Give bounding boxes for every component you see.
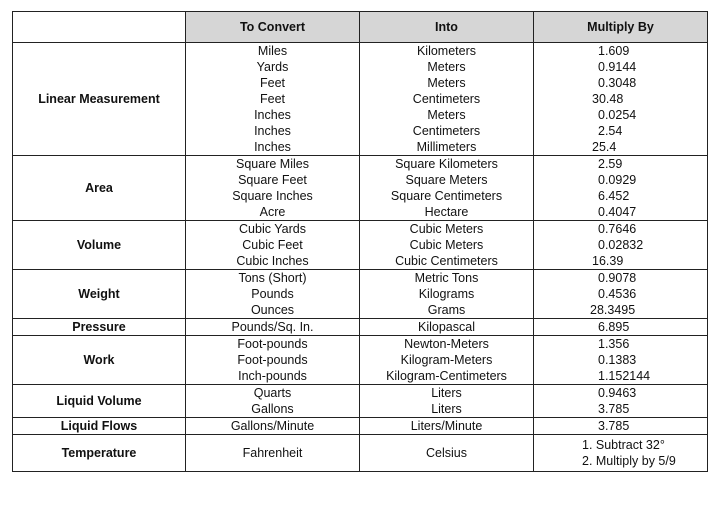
table-row-pressure — [13, 319, 708, 336]
from-cell — [186, 418, 360, 435]
into-value: Millimeters — [416, 140, 477, 154]
table-row-work — [13, 336, 708, 385]
multiply-value: 28.3495 — [590, 303, 636, 317]
multiply-value: 0.1383 — [598, 353, 637, 367]
into-value: Kilogram-Meters — [400, 353, 493, 367]
from-value: Inches — [254, 140, 291, 154]
multiply-value: 0.7646 — [598, 222, 637, 236]
temperature-steps — [534, 437, 707, 469]
from-value: Pounds — [251, 287, 294, 301]
from-cell — [186, 319, 360, 336]
into-value: Grams — [427, 303, 466, 317]
into-value: Centimeters — [412, 124, 481, 138]
into-value: Kilometers — [416, 44, 477, 58]
multiply-cell — [534, 385, 708, 418]
multiply-value: 1.356 — [598, 337, 630, 351]
from-value: Yards — [256, 60, 289, 74]
into-cell — [360, 221, 534, 270]
multiply-value: 1.152144 — [598, 369, 651, 383]
into-value: Newton-Meters — [404, 337, 489, 351]
from-value: Pounds/Sq. In. — [231, 320, 314, 334]
multiply-value: 0.02832 — [598, 238, 644, 252]
table-row-weight — [13, 270, 708, 319]
conversion-table — [12, 11, 708, 472]
into-value: Liters — [431, 402, 462, 416]
into-value: Cubic Centimeters — [395, 254, 498, 268]
from-value: Square Feet — [238, 173, 307, 187]
from-value: Inch-pounds — [238, 369, 307, 383]
multiply-cell — [534, 43, 708, 156]
from-cell — [186, 221, 360, 270]
from-value: Tons (Short) — [238, 271, 307, 285]
from-cell — [186, 43, 360, 156]
from-value: Cubic Inches — [236, 254, 309, 268]
into-cell — [360, 336, 534, 385]
multiply-cell — [534, 336, 708, 385]
into-cell — [360, 156, 534, 221]
into-cell — [360, 435, 534, 472]
multiply-value: 0.3048 — [598, 76, 637, 90]
header-row — [13, 12, 708, 43]
multiply-value: 3.785 — [598, 419, 630, 433]
from-value: Quarts — [253, 386, 292, 400]
multiply-value: 30.48 — [592, 92, 624, 106]
multiply-cell — [534, 319, 708, 336]
from-value: Feet — [259, 92, 285, 106]
header-to-convert: To Convert — [186, 12, 360, 43]
into-value: Liters/Minute — [410, 419, 483, 433]
table-row-liquid-flows — [13, 418, 708, 435]
into-value: Meters — [427, 76, 466, 90]
into-value: Meters — [427, 108, 466, 122]
into-cell — [360, 385, 534, 418]
category-cell: Liquid Flows — [13, 418, 186, 435]
multiply-value: 0.0254 — [598, 108, 637, 122]
from-cell — [186, 336, 360, 385]
table-row-temperature — [13, 435, 708, 472]
from-value: Square Inches — [232, 189, 313, 203]
multiply-value: 16.39 — [592, 254, 624, 268]
multiply-value: 0.4536 — [598, 287, 637, 301]
into-value: Square Meters — [405, 173, 488, 187]
into-cell — [360, 270, 534, 319]
from-value: Miles — [257, 44, 288, 58]
category-cell: Pressure — [13, 319, 186, 336]
multiply-cell — [534, 270, 708, 319]
into-value: Square Centimeters — [390, 189, 503, 203]
category-cell: Work — [13, 336, 186, 385]
from-value: Foot-pounds — [237, 337, 308, 351]
from-cell — [186, 435, 360, 472]
from-cell — [186, 270, 360, 319]
from-value: Inches — [254, 124, 291, 138]
multiply-value: 3.785 — [598, 402, 630, 416]
into-cell — [360, 43, 534, 156]
category-cell: Liquid Volume — [13, 385, 186, 418]
from-value: Feet — [259, 76, 285, 90]
multiply-cell — [534, 435, 708, 472]
multiply-value: 0.9144 — [598, 60, 637, 74]
table-row-liquid-volume — [13, 385, 708, 418]
category-cell: Area — [13, 156, 186, 221]
step-item: 1. Subtract 32° — [582, 438, 665, 452]
into-cell — [360, 418, 534, 435]
multiply-value: 2.59 — [598, 157, 623, 171]
multiply-value: 0.9078 — [598, 271, 637, 285]
from-value: Gallons/Minute — [230, 419, 315, 433]
into-value: Square Kilometers — [395, 157, 498, 171]
into-value: Celsius — [426, 446, 467, 460]
from-value: Inches — [254, 108, 291, 122]
into-value: Kilograms — [418, 287, 475, 301]
multiply-value: 25.4 — [592, 140, 617, 154]
multiply-value: 2.54 — [598, 124, 623, 138]
into-value: Kilopascal — [418, 320, 475, 334]
from-value: Acre — [259, 205, 286, 219]
from-value: Ounces — [250, 303, 295, 317]
multiply-cell — [534, 221, 708, 270]
from-value: Cubic Feet — [242, 238, 303, 252]
category-cell: Temperature — [13, 435, 186, 472]
table-row-linear — [13, 43, 708, 156]
into-value: Cubic Meters — [409, 238, 484, 252]
header-multiply-by: Multiply By — [534, 12, 708, 43]
from-cell — [186, 156, 360, 221]
into-value: Hectare — [424, 205, 469, 219]
into-cell — [360, 319, 534, 336]
into-value: Cubic Meters — [409, 222, 484, 236]
table-row-area — [13, 156, 708, 221]
from-cell — [186, 385, 360, 418]
into-value: Meters — [427, 60, 466, 74]
table-row-volume — [13, 221, 708, 270]
multiply-value: 6.452 — [598, 189, 630, 203]
multiply-value: 6.895 — [598, 320, 630, 334]
into-value: Liters — [431, 386, 462, 400]
into-value: Centimeters — [412, 92, 481, 106]
category-cell: Linear Measurement — [13, 43, 186, 156]
header-blank — [13, 12, 186, 43]
category-cell: Volume — [13, 221, 186, 270]
from-value: Cubic Yards — [239, 222, 306, 236]
header-into: Into — [360, 12, 534, 43]
from-value: Foot-pounds — [237, 353, 308, 367]
multiply-value: 1.609 — [598, 44, 630, 58]
from-value: Gallons — [251, 402, 294, 416]
multiply-cell — [534, 418, 708, 435]
multiply-value: 0.9463 — [598, 386, 637, 400]
multiply-value: 0.4047 — [598, 205, 637, 219]
from-value: Fahrenheit — [242, 446, 303, 460]
step-item: 2. Multiply by 5/9 — [582, 454, 676, 468]
into-value: Kilogram-Centimeters — [386, 369, 507, 383]
multiply-value: 0.0929 — [598, 173, 637, 187]
into-value: Metric Tons — [414, 271, 479, 285]
category-cell: Weight — [13, 270, 186, 319]
from-value: Square Miles — [236, 157, 309, 171]
multiply-cell — [534, 156, 708, 221]
